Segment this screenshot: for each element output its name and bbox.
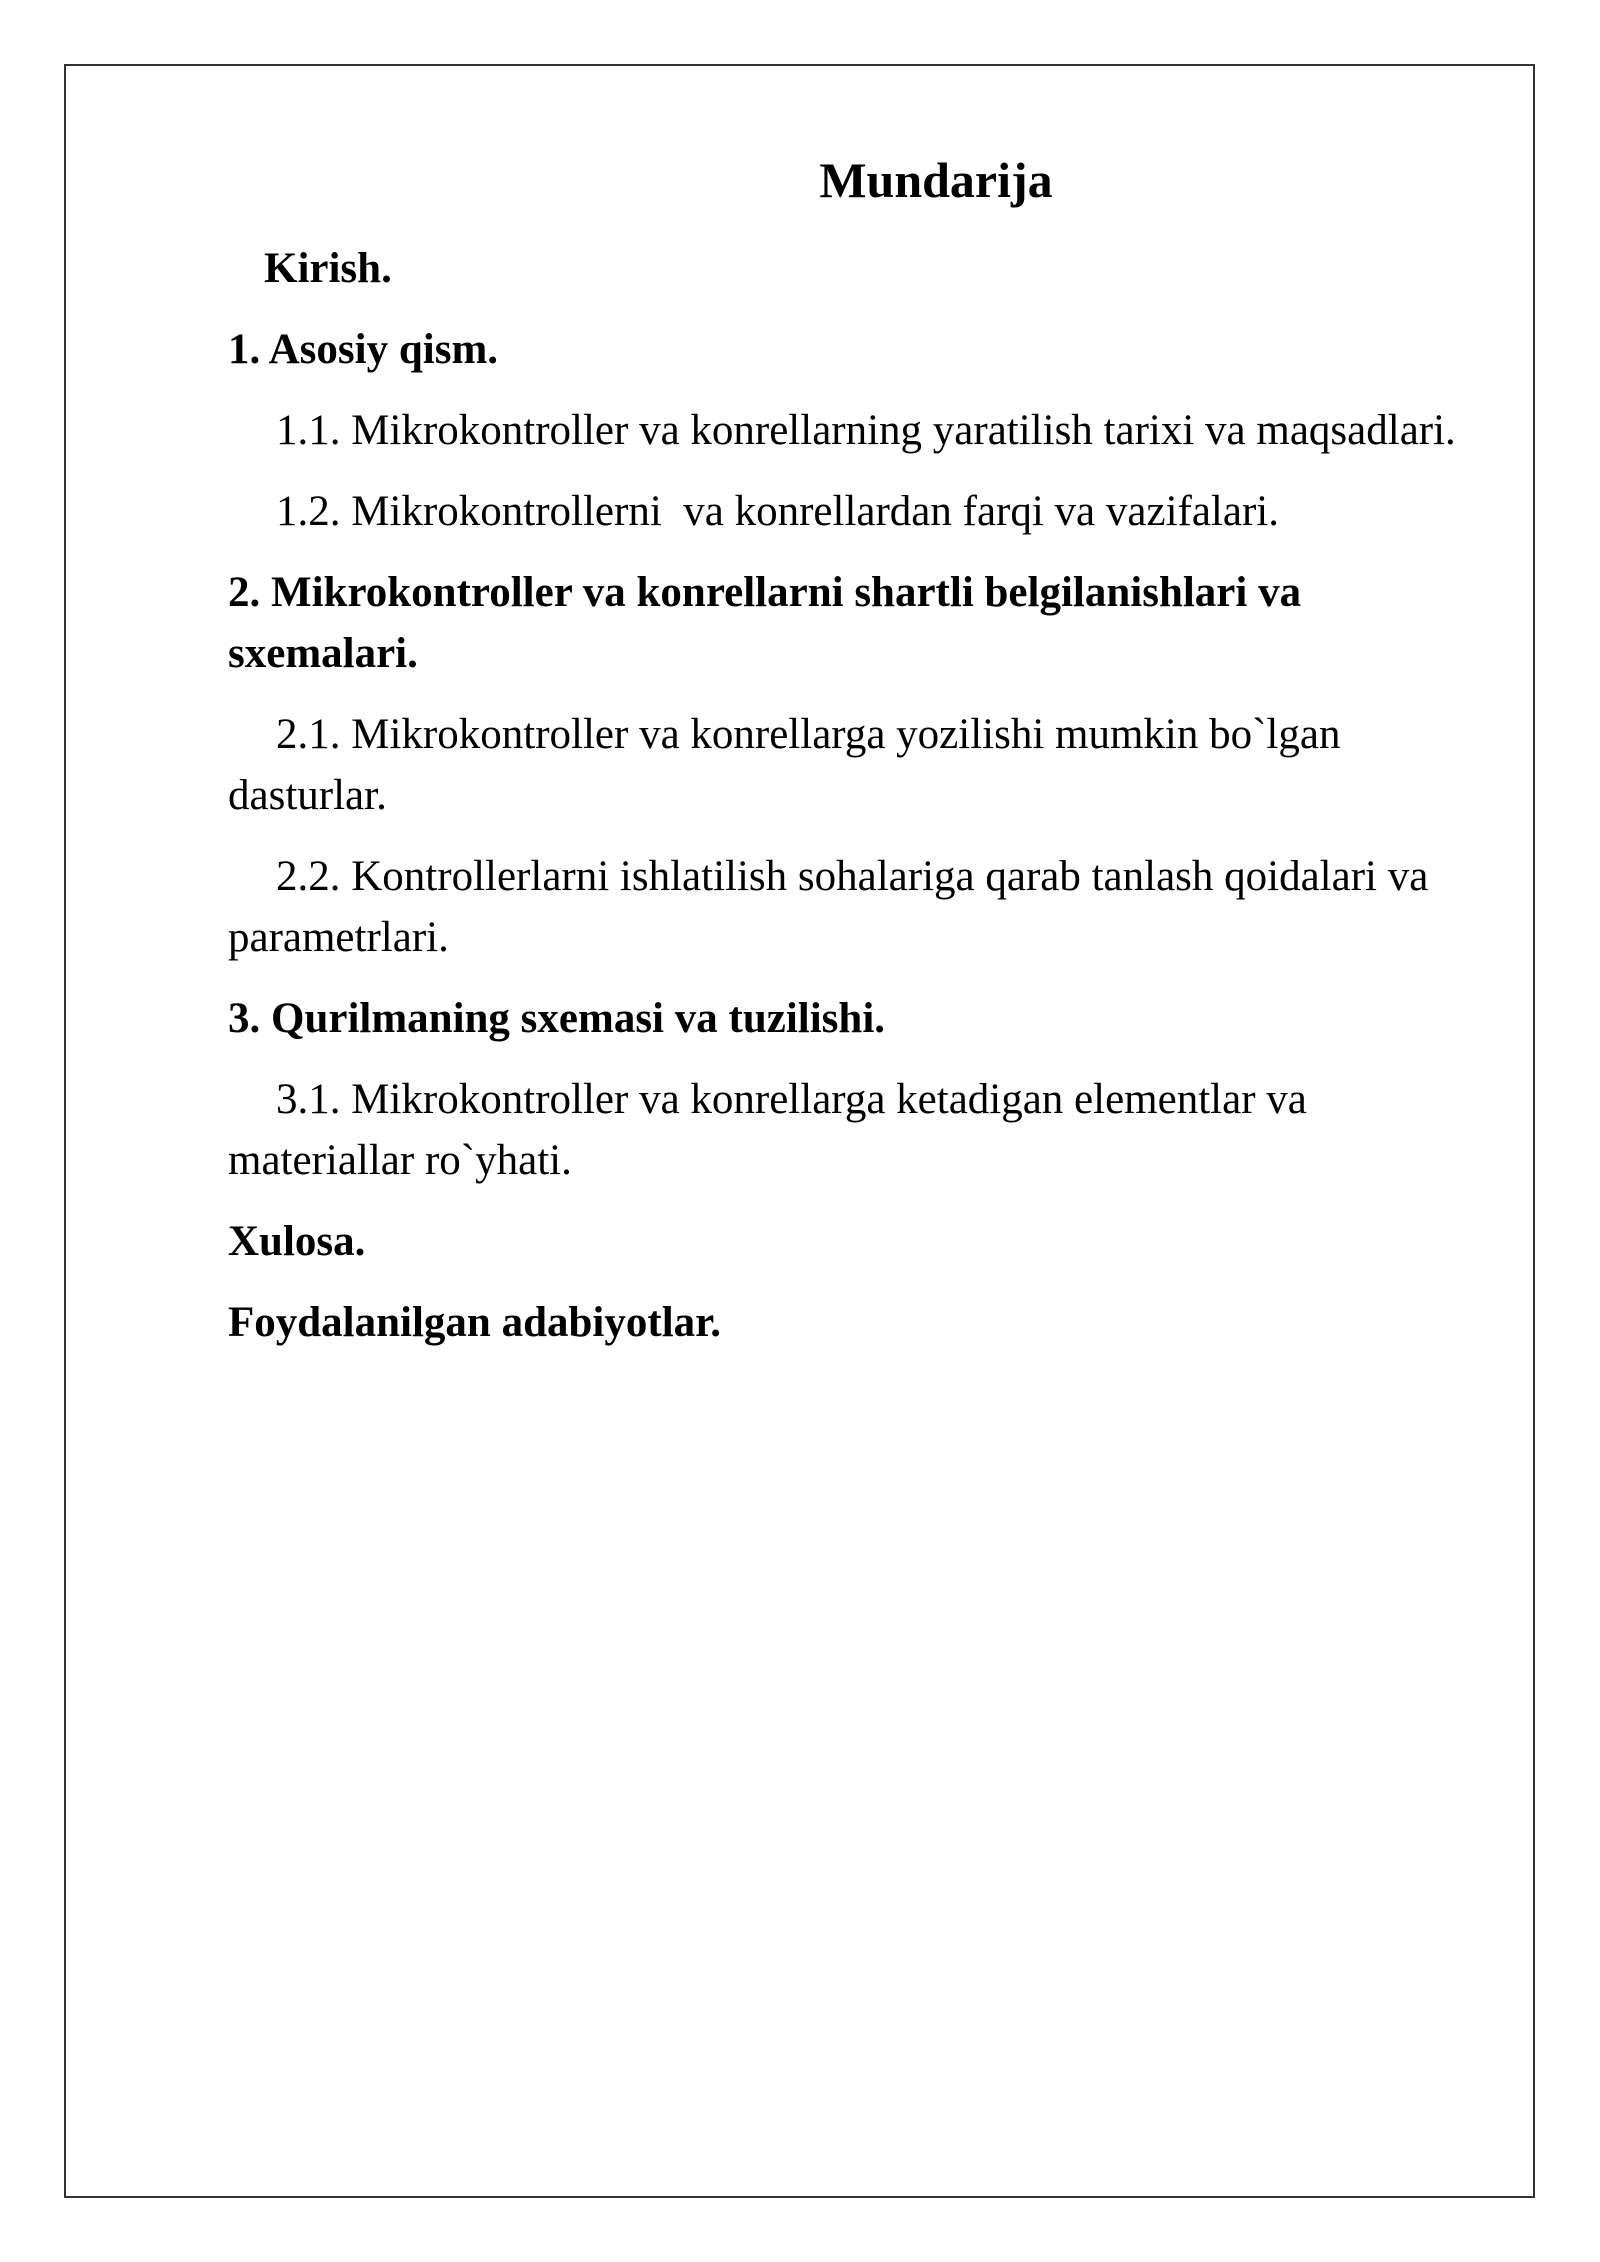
toc-entry-intro: Kirish. <box>264 245 392 292</box>
toc-entry-subsection-3-1: 3.1. Mikrokontroller va konrellarga ketadigan elementlar va materiallar ro`yhati. <box>228 1076 1307 1184</box>
toc-entry-section-3: 3. Qurilmaning sxemasi va tuzilishi. <box>228 995 886 1042</box>
toc-entry-subsection-1-1: 1.1. Mikrokontroller va konrellarning yaratilish tarixi va maqsadlari. <box>276 407 1456 454</box>
toc-entry-references: Foydalanilgan adabiyotlar. <box>228 1299 722 1346</box>
toc-entry-section-2: 2. Mikrokontroller va konrellarni shartli belgilanishlari va sxemalari. <box>228 569 1302 677</box>
table-of-contents <box>228 238 1488 1373</box>
page-title: Mundarija <box>819 152 1053 208</box>
toc-entry-subsection-1-2: 1.2. Mikrokontrollerni va konrellardan farqi va vazifalari. <box>276 488 1279 535</box>
toc-entry-conclusion: Xulosa. <box>228 1218 366 1265</box>
toc-entry-section-1: 1. Asosiy qism. <box>228 326 499 373</box>
toc-entry-subsection-2-1: 2.1. Mikrokontroller va konrellarga yozilishi mumkin bo`lgan dasturlar. <box>228 711 1341 819</box>
toc-entry-subsection-2-2: 2.2. Kontrollerlarni ishlatilish sohalariga qarab tanlash qoidalari va parametrlari. <box>228 853 1429 961</box>
